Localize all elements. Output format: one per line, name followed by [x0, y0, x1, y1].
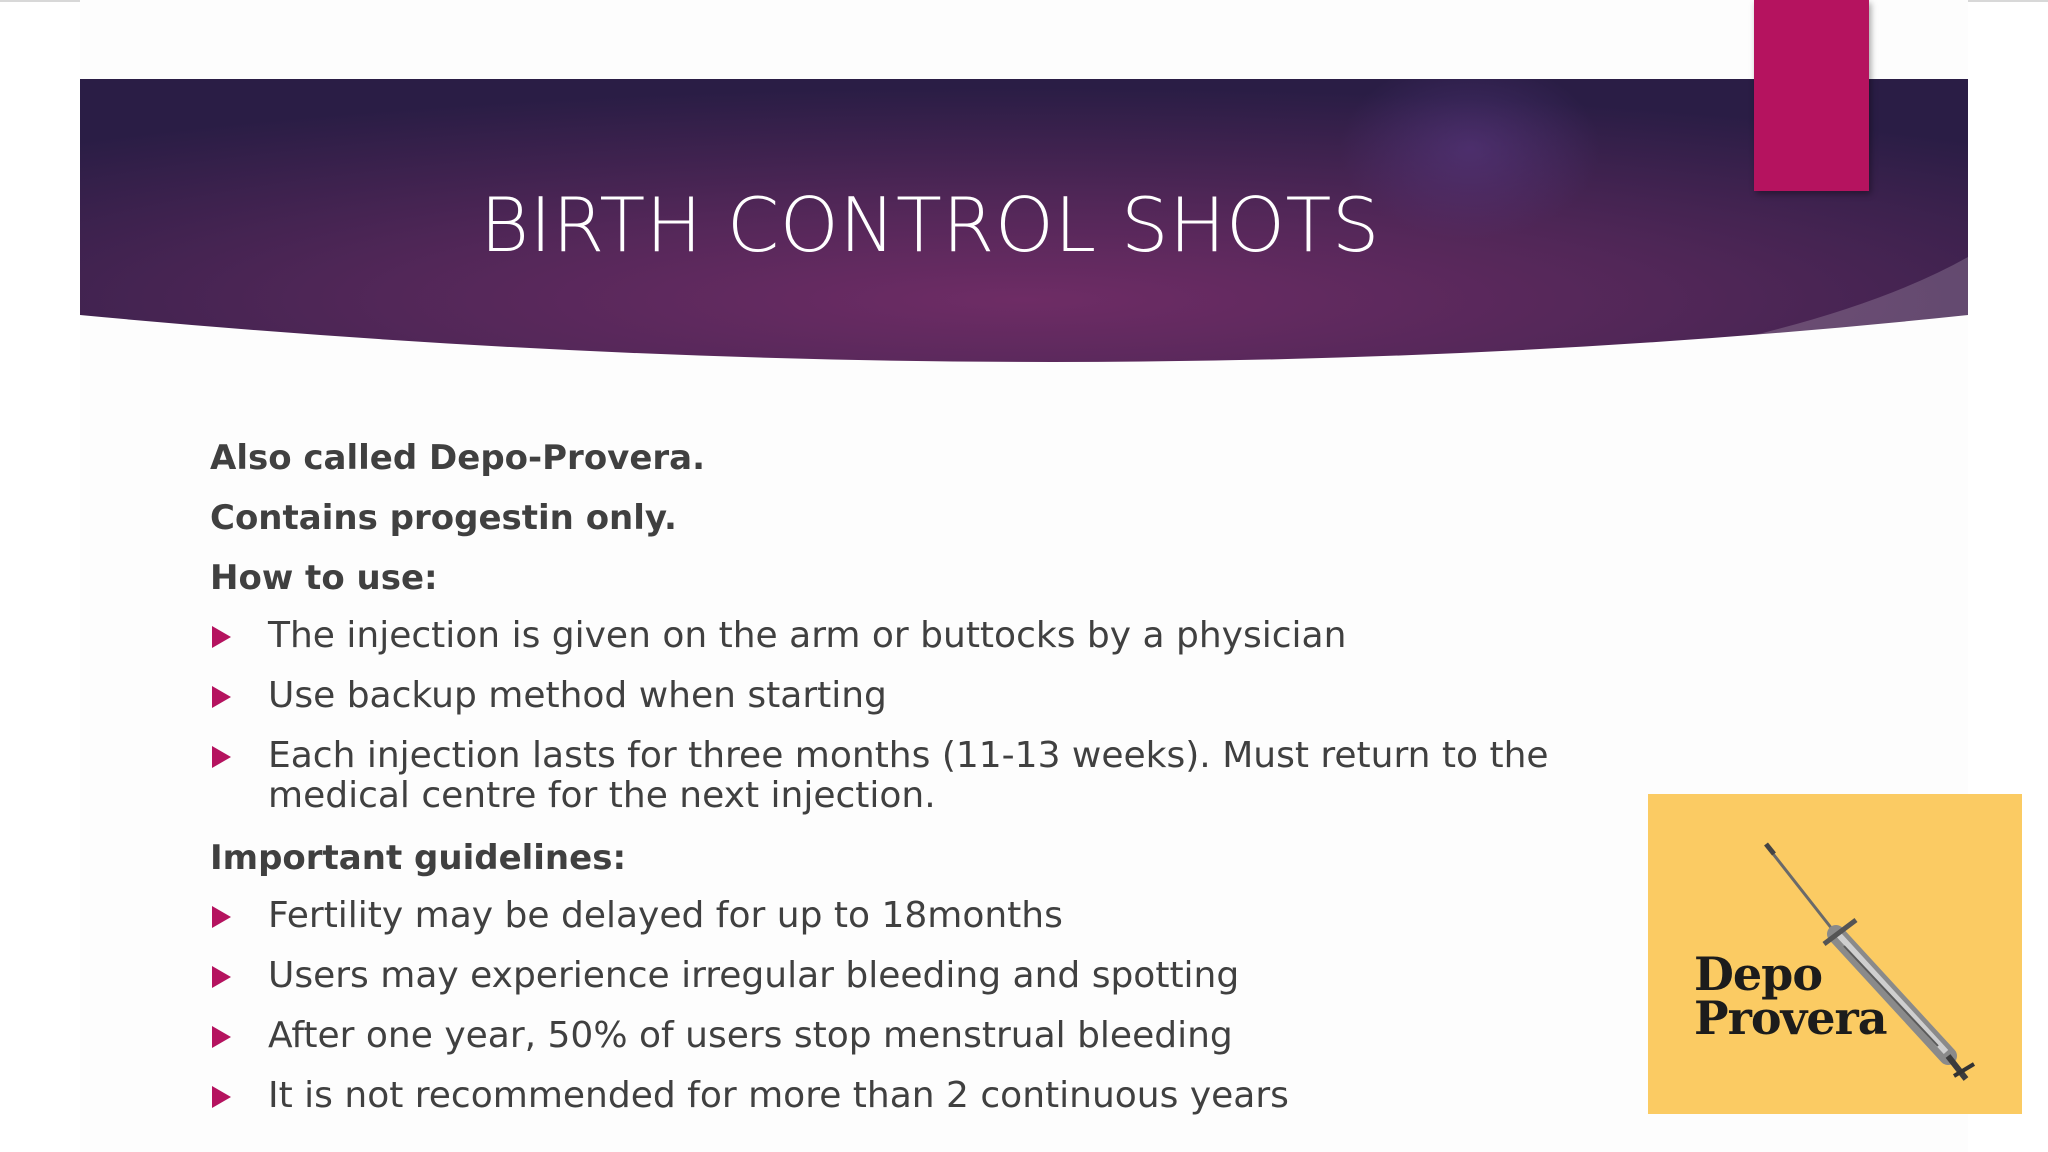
list-item	[210, 676, 1650, 716]
bullet-arrow-icon	[212, 626, 231, 648]
section-heading: How to use:	[210, 558, 438, 598]
intro-line: Contains progestin only.	[210, 498, 677, 538]
bullet-arrow-icon	[212, 906, 231, 928]
bullet-arrow-icon	[212, 1086, 231, 1108]
bullet-arrow-icon	[212, 686, 231, 708]
intro-line: Also called Depo-Provera.	[210, 438, 706, 478]
slide-title: BIRTH CONTROL SHOTS	[480, 181, 1380, 269]
list-item	[210, 956, 1650, 996]
list-item-text: The injection is given on the arm or buttocks by a physician	[268, 615, 1347, 656]
list-item	[210, 736, 1650, 816]
list-item-text: Users may experience irregular bleeding and spotting	[268, 955, 1240, 996]
bullet-arrow-icon	[212, 746, 231, 768]
section-heading: Important guidelines:	[210, 838, 627, 878]
list-item	[210, 1016, 1650, 1056]
list-item-text: Each injection lasts for three months (11-13 weeks). Must return to the medical centre for the next injection.	[268, 735, 1549, 816]
bullet-arrow-icon	[212, 1026, 231, 1048]
list-item	[210, 616, 1650, 656]
list-item-text: After one year, 50% of users stop menstrual bleeding	[268, 1015, 1233, 1056]
list-item	[210, 1076, 1650, 1116]
product-label-line: Provera	[1694, 991, 1887, 1045]
depo-provera-image	[1648, 794, 2022, 1114]
product-label-line: Depo	[1694, 947, 1823, 1001]
list-item	[210, 896, 1650, 936]
list-item-text: Use backup method when starting	[268, 675, 887, 716]
accent-tab	[1754, 0, 1869, 191]
product-label	[1694, 947, 1887, 1045]
list-item-text: Fertility may be delayed for up to 18months	[268, 895, 1063, 936]
slide-content	[210, 436, 1650, 1136]
bullet-arrow-icon	[212, 966, 231, 988]
list-item-text: It is not recommended for more than 2 continuous years	[268, 1075, 1289, 1116]
